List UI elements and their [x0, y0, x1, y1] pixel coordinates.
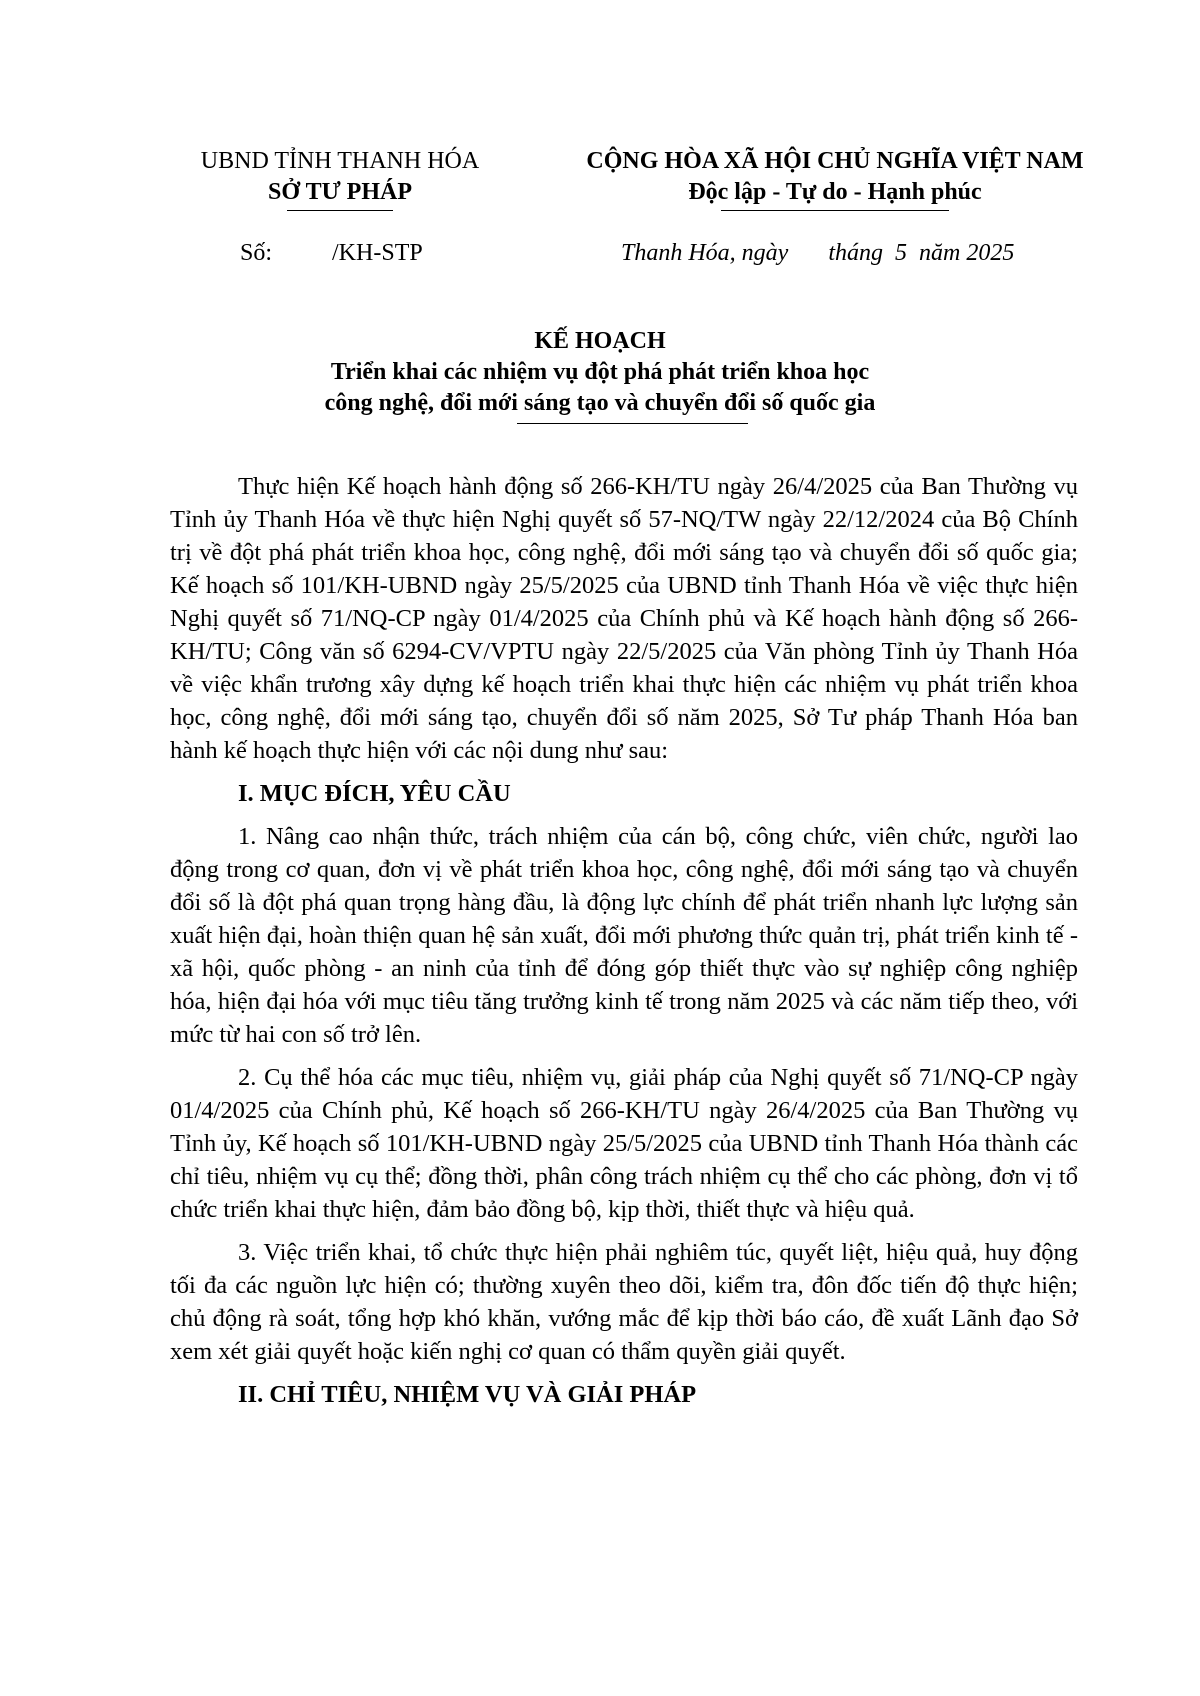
number-code: /KH-STP	[332, 240, 423, 266]
title-main: KẾ HOẠCH	[534, 328, 666, 354]
place-and-date	[621, 238, 1014, 268]
place-date-suffix: tháng 5 năm 2025	[828, 240, 1015, 266]
document-title	[0, 326, 1200, 419]
title-underline	[517, 423, 748, 424]
organization-name: SỞ TƯ PHÁP	[267, 179, 412, 205]
section-heading-2: II. CHỈ TIÊU, NHIỆM VỤ VÀ GIẢI PHÁP	[238, 1381, 697, 1408]
issuing-authority	[180, 146, 500, 211]
title-line-1: Triển khai các nhiệm vụ đột phá phát triển khoa học	[330, 359, 870, 385]
number-label: Số:	[240, 240, 273, 266]
parent-organization: UBND TỈNH THANH HÓA	[200, 148, 480, 174]
paragraph-item-3: 3. Việc triển khai, tổ chức thực hiện phải nghiêm túc, quyết liệt, hiệu quả, huy động tối đa các nguồn lực hiện có; thường xuyên theo dõi, kiểm tra, đôn đốc tiến độ thực hiện; chủ động rà soát, tổng hợp khó khăn, vướng mắc để kịp thời báo cáo, đề xuất Lãnh đạo Sở xem xét giải quyết hoặc kiến nghị cơ quan có thẩm quyền giải quyết.	[170, 1239, 1078, 1365]
document-number	[240, 238, 423, 268]
title-line-2: công nghệ, đổi mới sáng tạo và chuyển đổi số quốc gia	[324, 390, 876, 416]
intro-paragraph: Thực hiện Kế hoạch hành động số 266-KH/TU ngày 26/4/2025 của Ban Thường vụ Tỉnh ủy Thanh Hóa về thực hiện Nghị quyết số 57-NQ/TW ngày 22/12/2024 của Bộ Chính trị về đột phá phát triển khoa học, công nghệ, đổi mới sáng tạo và chuyển đổi số quốc gia; Kế hoạch số 101/KH-UBND ngày 25/5/2025 của UBND tỉnh Thanh Hóa về việc thực hiện Nghị quyết số 71/NQ-CP ngày 01/4/2025 của Chính phủ và Kế hoạch hành động số 266-KH/TU; Công văn số 6294-CV/VPTU ngày 22/5/2025 của Văn phòng Tỉnh ủy Thanh Hóa về việc khẩn trương xây dựng kế hoạch triển khai thực hiện các nhiệm vụ phát triển khoa học, công nghệ, đổi mới sáng tạo, chuyển đổi số năm 2025, Sở Tư pháp Thanh Hóa ban hành kế hoạch thực hiện với các nội dung như sau:	[170, 473, 1078, 764]
section-heading-1: I. MỤC ĐÍCH, YÊU CẦU	[238, 780, 511, 807]
motto-underline	[721, 210, 949, 211]
place-date-prefix: Thanh Hóa, ngày	[621, 240, 789, 266]
paragraph-item-2: 2. Cụ thể hóa các mục tiêu, nhiệm vụ, giải pháp của Nghị quyết số 71/NQ-CP ngày 01/4/2025 của Chính phủ, Kế hoạch số 266-KH/TU ngày 26/4/2025 của Ban Thường vụ Tỉnh ủy, Kế hoạch số 101/KH-UBND ngày 25/5/2025 của UBND tỉnh Thanh Hóa thành các chỉ tiêu, nhiệm vụ cụ thể; đồng thời, phân công trách nhiệm cụ thể cho các phòng, đơn vị tổ chức triển khai thực hiện, đảm bảo đồng bộ, kịp thời, thiết thực và hiệu quả.	[170, 1064, 1078, 1223]
national-motto: Độc lập - Tự do - Hạnh phúc	[688, 179, 982, 205]
organization-underline	[287, 210, 393, 211]
paragraph-item-1: 1. Nâng cao nhận thức, trách nhiệm của cán bộ, công chức, viên chức, người lao động trong cơ quan, đơn vị về phát triển khoa học, công nghệ, đổi mới sáng tạo và chuyển đổi số là đột phá quan trọng hàng đầu, là động lực chính để phát triển nhanh lực lượng sản xuất hiện đại, hoàn thiện quan hệ sản xuất, đổi mới phương thức quản trị, phát triển kinh tế - xã hội, quốc phòng - an ninh của tỉnh để đóng góp thiết thực vào sự nghiệp công nghiệp hóa, hiện đại hóa với mục tiêu tăng trưởng kinh tế trong năm 2025 và các năm tiếp theo, với mức từ hai con số trở lên.	[170, 823, 1078, 1048]
national-title	[555, 146, 1115, 211]
document-body	[170, 470, 1078, 1421]
nation-name: CỘNG HÒA XÃ HỘI CHỦ NGHĨA VIỆT NAM	[586, 148, 1084, 174]
